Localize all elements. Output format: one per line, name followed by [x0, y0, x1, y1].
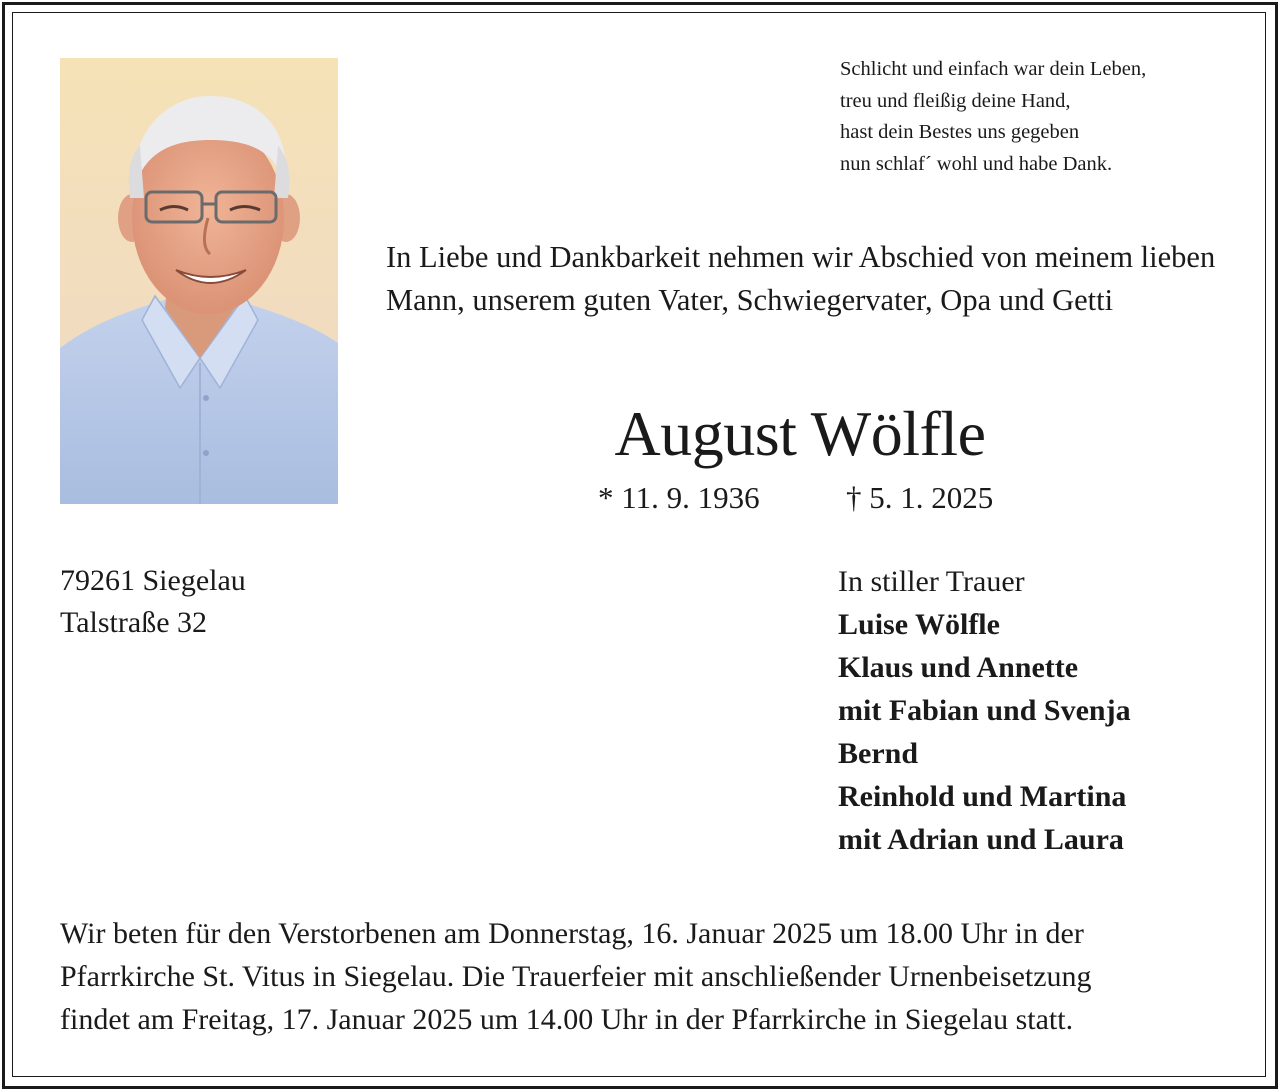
mourner-name: mit Fabian und Svenja	[838, 694, 1131, 727]
mourner-name: Reinhold und Martina	[838, 780, 1127, 813]
verse-line: nun schlaf´ wohl und habe Dank.	[840, 152, 1113, 175]
verse-line: hast dein Bestes uns gegeben	[840, 121, 1080, 143]
deceased-name: August Wölfle	[614, 398, 986, 469]
memorial-verse	[840, 54, 1146, 180]
mourner-name: Klaus und Annette	[838, 651, 1079, 684]
address-street: Talstraße 32	[60, 606, 208, 639]
address-city: 79261 Siegelau	[60, 564, 246, 597]
verse-line: treu und fleißig deine Hand,	[840, 89, 1071, 112]
mourners-heading: In stiller Trauer	[838, 565, 1025, 598]
mourners-list	[838, 560, 1131, 861]
mourner-name: Bernd	[838, 737, 919, 770]
service-line: findet am Freitag, 17. Januar 2025 um 14.00 Uhr in der Pfarrkirche in Siegelau statt.	[60, 1003, 1074, 1036]
farewell-intro: In Liebe und Dankbarkeit nehmen wir Abschied von meinem lieben Mann, unserem guten Vater, Schwiegervater, Opa und Getti	[386, 240, 1216, 317]
mourner-name: mit Adrian und Laura	[838, 823, 1124, 856]
service-line: Wir beten für den Verstorbenen am Donnerstag, 16. Januar 2025 um 18.00 Uhr in der	[60, 917, 1084, 950]
verse-line: Schlicht und einfach war dein Leben,	[840, 58, 1147, 80]
service-line: Pfarrkirche St. Vitus in Siegelau. Die Trauerfeier mit anschließender Urnenbeisetzung	[60, 960, 1092, 993]
birth-date: * 11. 9. 1936	[598, 480, 760, 515]
portrait-photo	[60, 58, 338, 504]
death-date: † 5. 1. 2025	[846, 480, 994, 515]
family-address	[60, 560, 246, 644]
portrait-illustration	[60, 58, 338, 504]
mourner-name: Luise Wölfle	[838, 608, 1000, 641]
service-announcement	[60, 912, 1240, 1041]
